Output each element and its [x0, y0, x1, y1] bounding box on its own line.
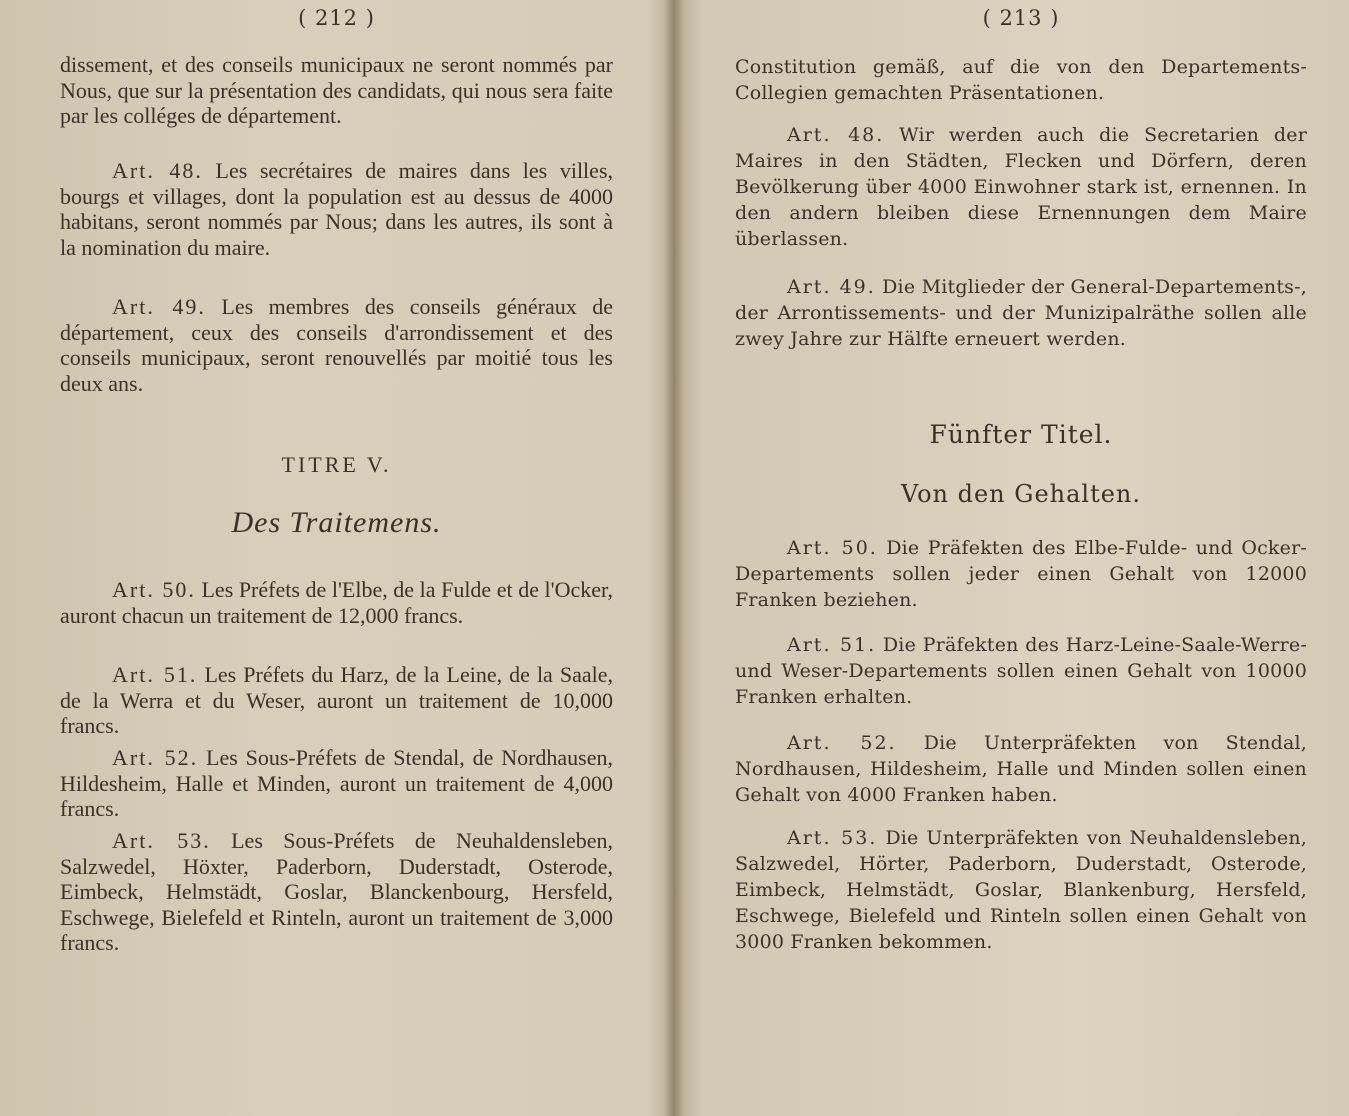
artikel-48-label: Art. 48.: [787, 124, 885, 146]
section-subtitle-de: Von den Gehalten.: [900, 480, 1142, 508]
artikel-52-text: Die Unterpräfekten von Stendal, Nordhausen, Hildesheim, Halle und Minden sollen einen Gehalt von 4000 Franken haben.: [735, 732, 1307, 806]
artikel-53-label: Art. 53.: [787, 827, 878, 849]
article-52: [60, 745, 613, 822]
artikel-53-text: Die Unterpräfekten von Neuhaldensleben, Salzwedel, Hörter, Paderborn, Duderstadt, Osterode, Eimbeck, Helmstädt, Goslar, Blankenburg, Hersfeld, Eschwege, Bielefeld und Rinteln sollen einen Gehalt von 3000 Franken bekommen.: [735, 827, 1308, 953]
artikel-49: [735, 274, 1307, 352]
page-number-left: ( 212 ): [298, 6, 375, 30]
article-53: [60, 828, 613, 956]
artikel-52: [735, 730, 1307, 808]
artikel-48: [735, 122, 1307, 252]
artikel-48-text: Wir werden auch die Secretarien der Maires in den Städten, Flecken und Dörfern, deren Bevölkerung über 4000 Einwohner stark ist, ernennen. In den andern bleiben diese Ernennungen dem Maire überlassen.: [735, 124, 1308, 250]
section-title: TITRE V.: [281, 452, 392, 477]
artikel-50: [735, 535, 1307, 613]
article-49: [60, 294, 613, 396]
article-50-label: Art. 50.: [112, 577, 196, 602]
artikel-51: [735, 632, 1307, 710]
article-50-text: Les Préfets de l'Elbe, de la Fulde et de l'Ocker, auront chacun un traitement de 12,000 francs.: [60, 577, 613, 628]
article-49-text: Les membres des conseils généraux de département, ceux des conseils d'arrondissement et des conseils municipaux, seront renouvellés par moitié tous les deux ans.: [60, 294, 614, 396]
paragraph-continuation-de: Constitution gemäß, auf die von den Departements-Collegien gemachten Präsentationen.: [735, 56, 1307, 104]
article-53-text: Les Sous-Préfets de Neuhaldensleben, Salzwedel, Höxter, Paderborn, Duderstadt, Osterode, Eimbeck, Helmstädt, Goslar, Blanckenbourg, Hersfeld, Eschwege, Bielefeld et Rinteln, auront un traitement de 3,000 francs.: [60, 828, 614, 955]
artikel-50-text: Die Präfekten des Elbe-Fulde- und Ocker-Departements sollen jeder einen Gehalt von 12000 Franken beziehen.: [735, 537, 1307, 611]
left-page: [60, 0, 613, 1116]
artikel-49-label: Art. 49.: [787, 276, 876, 298]
artikel-52-label: Art. 52.: [787, 732, 897, 754]
article-52-label: Art. 52.: [112, 745, 199, 770]
right-page: [735, 0, 1307, 1116]
artikel-50-label: Art. 50.: [787, 537, 878, 559]
artikel-53: [735, 825, 1307, 955]
book-gutter: [664, 0, 684, 1116]
artikel-51-text: Die Präfekten des Harz-Leine-Saale-Werre- und Weser-Departements sollen einen Gehalt von 10000 Franken erhalten.: [735, 634, 1308, 708]
section-title-de: Fünfter Titel.: [929, 420, 1113, 449]
article-53-label: Art. 53.: [112, 828, 211, 853]
article-51: [60, 662, 613, 739]
article-48-label: Art. 48.: [112, 158, 203, 183]
article-51-text: Les Préfets du Harz, de la Leine, de la Saale, de la Werra et du Weser, auront un traitement de 10,000 francs.: [60, 662, 614, 738]
paragraph-continuation: dissement, et des conseils municipaux ne seront nommés par Nous, que sur la présentation des candidats, qui nous sera faite par les colléges de département.: [60, 52, 613, 128]
article-50: [60, 577, 613, 628]
article-52-text: Les Sous-Préfets de Stendal, de Nordhausen, Hildesheim, Halle et Minden, auront un traitement de 4,000 francs.: [60, 745, 614, 821]
section-subtitle: Des Traitemens.: [231, 506, 442, 539]
page-number-right: ( 213 ): [982, 6, 1060, 30]
article-51-label: Art. 51.: [112, 662, 198, 687]
artikel-51-label: Art. 51.: [787, 634, 877, 656]
artikel-49-text: Die Mitglieder der General-Departements-, der Arrontissements- und der Munizipalräthe sollen alle zwey Jahre zur Hälfte erneuert werden.: [735, 276, 1307, 350]
article-49-label: Art. 49.: [112, 294, 206, 319]
article-48: [60, 158, 613, 260]
article-48-text: Les secrétaires de maires dans les villes, bourgs et villages, dont la population est au dessus de 4000 habitans, seront nommés par Nous; dans les autres, ils sont à la nomination du maire.: [60, 158, 613, 260]
